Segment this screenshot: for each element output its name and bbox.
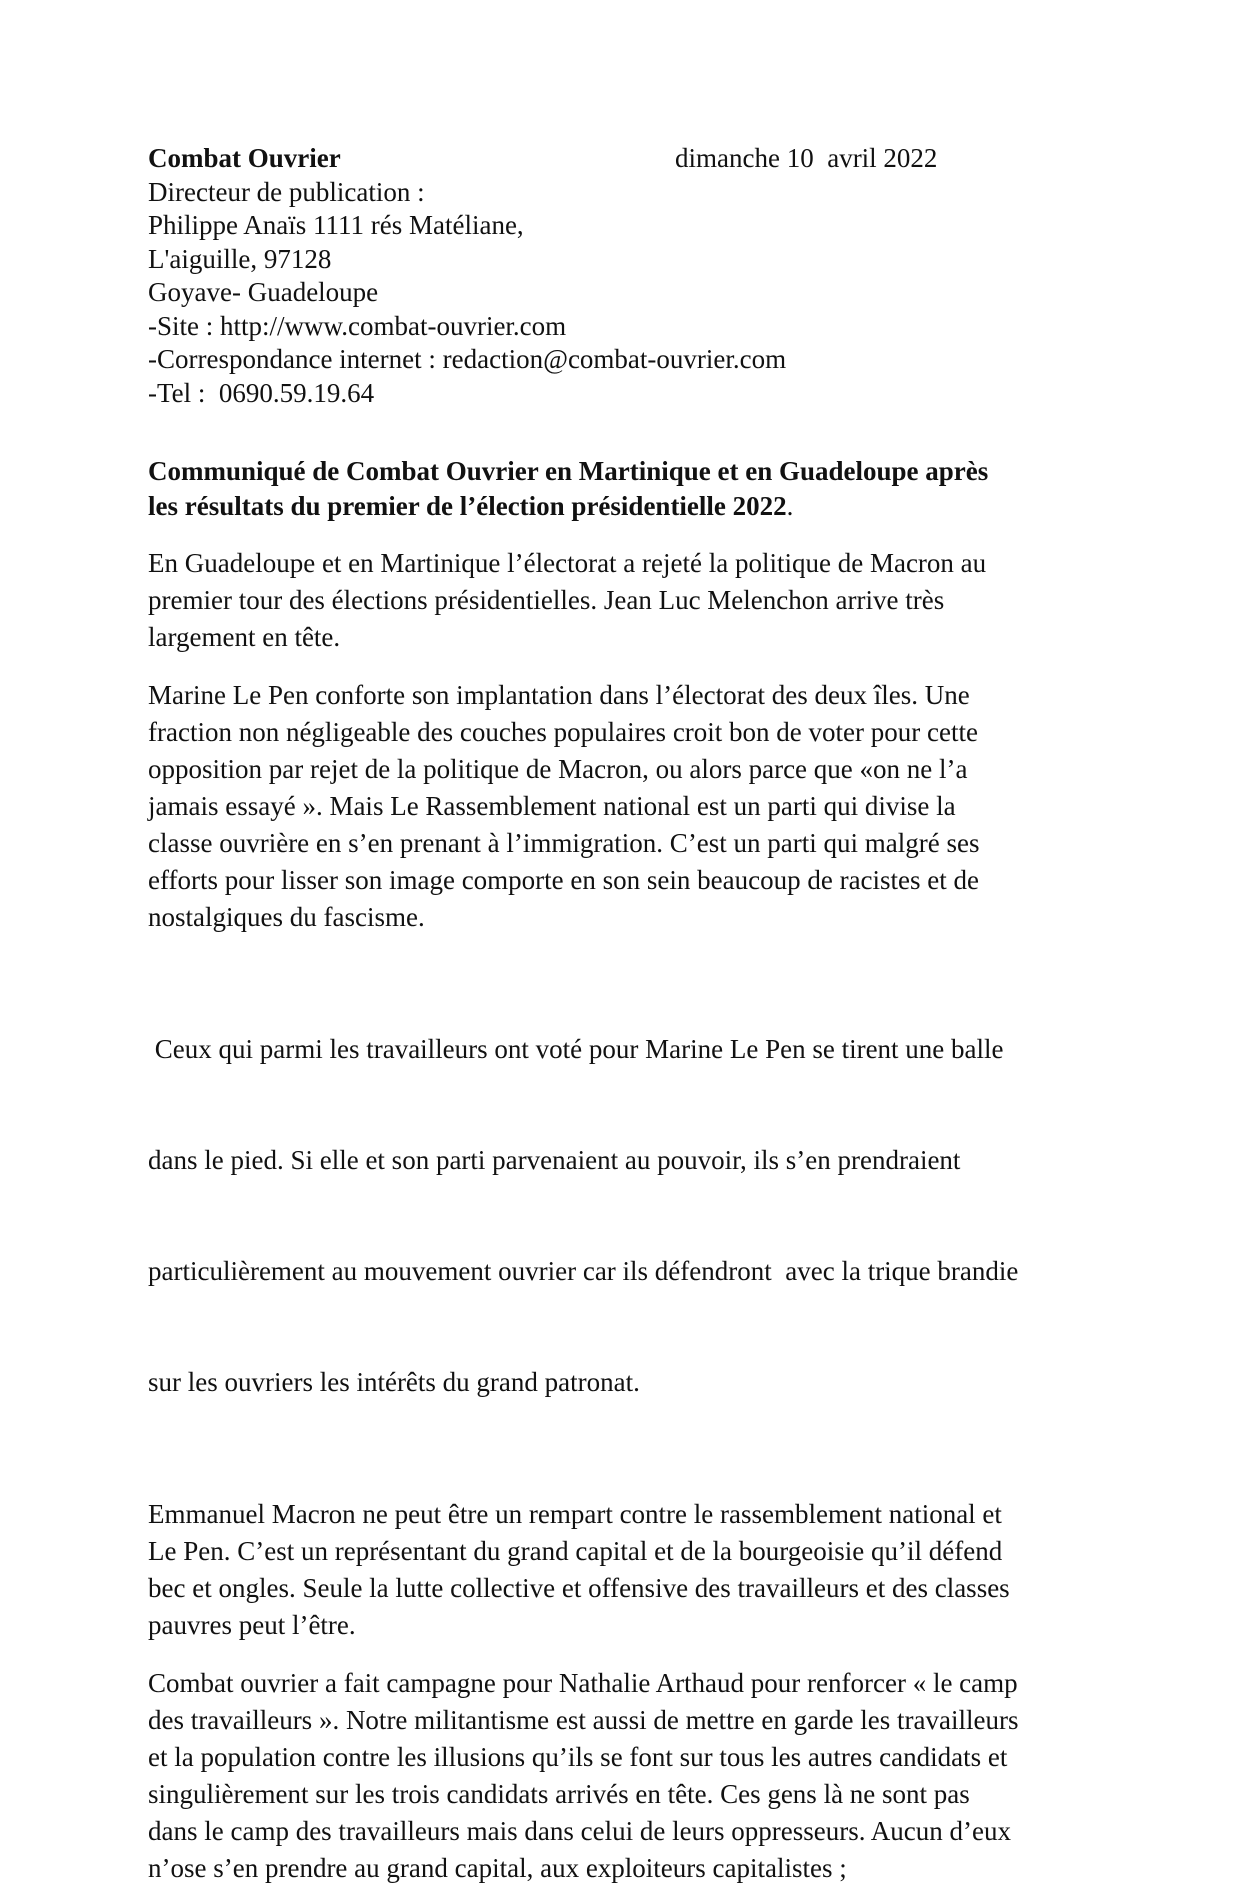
paragraph-line: dans le camp des travailleurs mais dans celui de leurs oppresseurs. Aucun d’eux [148,1816,1011,1846]
phone-line: -Tel : 0690.59.19.64 [148,377,375,408]
paragraph-line: pauvres peut l’être. [148,1610,356,1640]
paragraph-line: efforts pour lisser son image comporte en son sein beaucoup de racistes et de [148,865,980,895]
title-period: . [786,491,794,521]
paragraph-2 [148,677,1098,936]
paragraph-line: fraction non négligeable des couches populaires croit bon de voter pour cette [148,717,978,747]
paragraph-4 [148,1496,1098,1644]
paragraph-line: Le Pen. C’est un représentant du grand capital et de la bourgeoisie qu’il défend [148,1536,1003,1566]
letterhead [148,142,1098,410]
paragraph-line: des travailleurs ». Notre militantisme est aussi de mettre en garde les travailleurs [148,1705,1019,1735]
paragraph-line: singulièrement sur les trois candidats arrivés en tête. Ces gens là ne sont pas [148,1779,970,1809]
paragraph-line: n’ose s’en prendre au grand capital, aux exploiteurs capitalistes ; [148,1853,847,1883]
email-line: -Correspondance internet : redaction@combat-ouvrier.com [148,344,787,374]
paragraph-line: jamais essayé ». Mais Le Rassemblement national est un parti qui divise la [148,791,956,821]
paragraph-line: particulièrement au mouvement ouvrier car ils défendront avec la trique brandie [148,1256,1019,1286]
paragraph-3 [148,957,1098,1475]
paragraph-line: premier tour des élections présidentielles. Jean Luc Melenchon arrive très [148,585,945,615]
paragraph-5 [148,1665,1098,1887]
paragraph-line: Emmanuel Macron ne peut être un rempart contre le rassemblement national et [148,1499,1002,1529]
paragraph-line: et la population contre les illusions qu’ils se font sur tous les autres candidats et [148,1742,1008,1772]
paragraph-1 [148,545,1098,656]
paragraph-line: sur les ouvriers les intérêts du grand patronat. [148,1367,640,1397]
paragraph-line: Ceux qui parmi les travailleurs ont voté pour Marine Le Pen se tirent une balle [148,1034,1004,1064]
address-line-3: Goyave- Guadeloupe [148,277,379,307]
publication-director-label: Directeur de publication : [148,176,425,207]
address-line-1: Philippe Anaïs 1111 rés Matéliane, [148,210,524,240]
website-line: -Site : http://www.combat-ouvrier.com [148,310,567,341]
paragraph-line: largement en tête. [148,622,341,652]
paragraph-line: classe ouvrière en s’en prenant à l’immigration. C’est un parti qui malgré ses [148,828,980,858]
paragraph-line: bec et ongles. Seule la lutte collective et offensive des travailleurs et des classes [148,1573,1010,1603]
title-line-1: Communiqué de Combat Ouvrier en Martinique et en Guadeloupe après [148,456,989,486]
communique-title [148,454,1098,524]
paragraph-line: opposition par rejet de la politique de Macron, ou alors parce que «on ne l’a [148,754,968,784]
document-date: dimanche 10 avril 2022 [675,143,938,173]
title-line-2: les résultats du premier de l’élection présidentielle 2022 [148,491,787,521]
paragraph-line: En Guadeloupe et en Martinique l’électorat a rejeté la politique de Macron au [148,548,987,578]
paragraph-line: Marine Le Pen conforte son implantation dans l’électorat des deux îles. Une [148,680,970,710]
organization-name: Combat Ouvrier [148,143,341,173]
paragraph-line: Combat ouvrier a fait campagne pour Nathalie Arthaud pour renforcer « le camp [148,1668,1018,1698]
address-line-2: L'aiguille, 97128 [148,243,332,274]
document-page [148,142,1098,1887]
paragraph-line: dans le pied. Si elle et son parti parvenaient au pouvoir, ils s’en prendraient [148,1145,961,1175]
paragraph-line: nostalgiques du fascisme. [148,902,425,932]
